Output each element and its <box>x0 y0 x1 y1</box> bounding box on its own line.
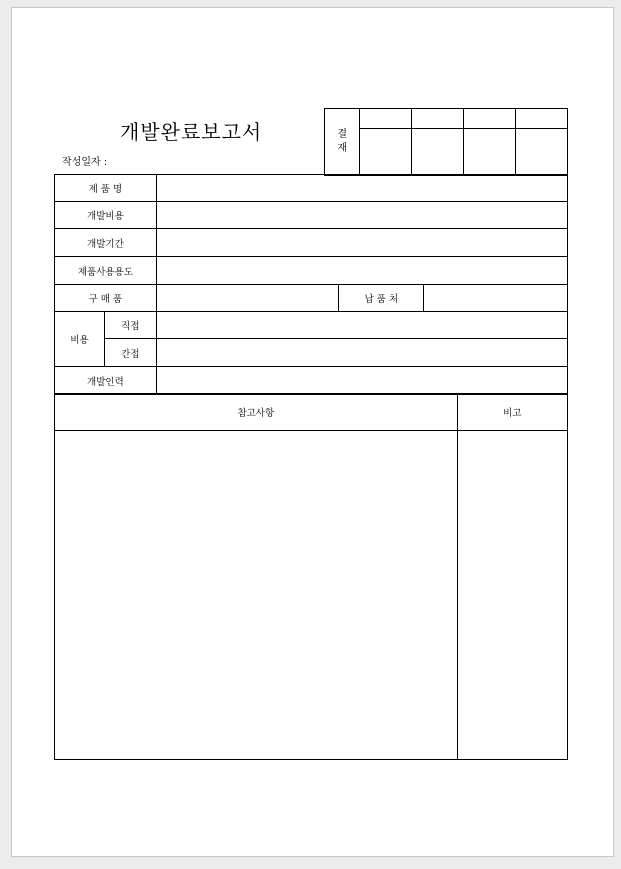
approval-sign-cell[interactable] <box>412 129 464 176</box>
product-use-label: 제품사용용도 <box>55 257 157 285</box>
date-label: 작성일자 : <box>62 157 108 168</box>
remarks-field[interactable] <box>457 431 567 760</box>
supplier-label: 납 품 처 <box>339 285 424 312</box>
dev-cost-field[interactable] <box>156 202 567 229</box>
indirect-cost-field[interactable] <box>156 339 567 367</box>
document-title: 개발완료보고서 <box>120 120 263 144</box>
remarks-header: 비고 <box>457 394 567 431</box>
dev-staff-field[interactable] <box>156 367 567 395</box>
approval-title-cell[interactable] <box>516 109 568 129</box>
dev-cost-label: 개발비용 <box>55 202 157 229</box>
reference-header: 참고사항 <box>55 394 458 431</box>
direct-cost-label: 직접 <box>104 312 156 339</box>
dev-period-field[interactable] <box>156 229 567 257</box>
approval-label-bottom: 재 <box>337 143 348 154</box>
approval-sign-cell[interactable] <box>464 129 516 176</box>
direct-cost-field[interactable] <box>156 312 567 339</box>
approval-sign-cell[interactable] <box>516 129 568 176</box>
product-use-field[interactable] <box>156 257 567 285</box>
reference-field[interactable] <box>55 431 458 760</box>
approval-label <box>325 109 360 176</box>
dev-period-label: 개발기간 <box>55 229 157 257</box>
product-name-label: 제 품 명 <box>55 175 157 202</box>
notes-table <box>54 393 568 760</box>
approval-table <box>324 108 568 176</box>
approval-title-cell[interactable] <box>464 109 516 129</box>
cost-label: 비용 <box>55 312 105 367</box>
approval-title-cell[interactable] <box>412 109 464 129</box>
approval-sign-cell[interactable] <box>360 129 412 176</box>
product-name-field[interactable] <box>156 175 567 202</box>
dev-staff-label: 개발인력 <box>55 367 157 395</box>
supplier-field[interactable] <box>424 285 568 312</box>
approval-label-top: 결 <box>337 129 348 140</box>
form-table <box>54 174 568 395</box>
buyer-label: 구 매 품 <box>55 285 157 312</box>
approval-title-cell[interactable] <box>360 109 412 129</box>
indirect-cost-label: 간접 <box>104 339 156 367</box>
buyer-field[interactable] <box>156 285 339 312</box>
